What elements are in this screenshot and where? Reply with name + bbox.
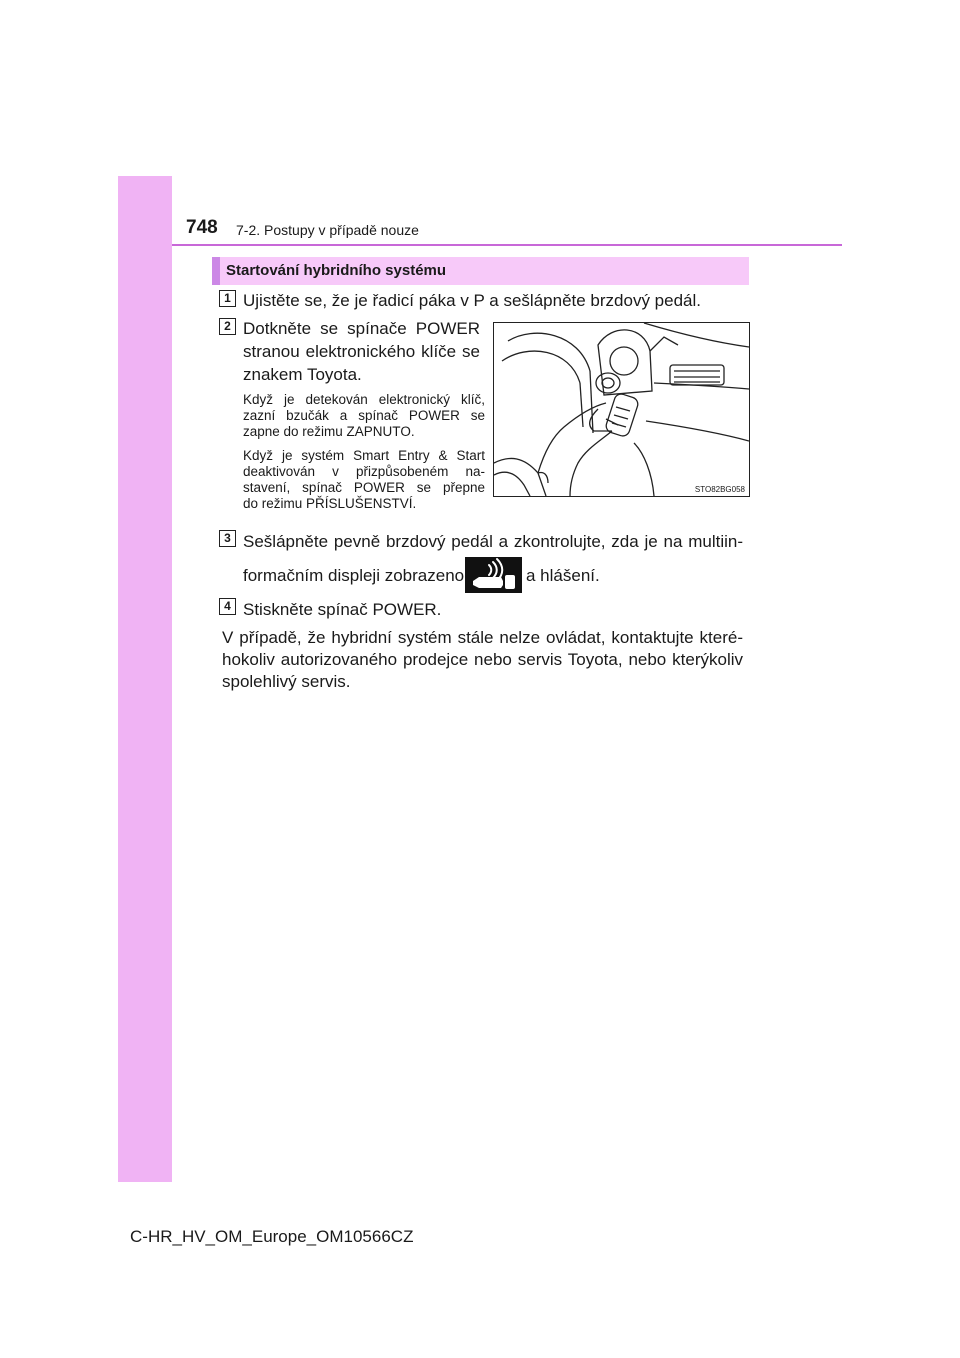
section-title: 7-2. Postupy v případě nouze [236, 222, 419, 238]
step-3-line-2-end: a hlášení. [526, 566, 600, 585]
key-touch-illustration [493, 322, 750, 497]
step-2-note-1-line-2: zazní bzučák a spínač POWER se [243, 408, 485, 423]
paragraph-line-3: spolehlivý servis. [222, 672, 351, 691]
step-2-note-2-line-3: stavení, spínač POWER se přepne [243, 480, 485, 495]
step-2-note-2-line-2: deaktivován v přizpůsobeném na- [243, 464, 485, 479]
step-2-line-3: znakem Toyota. [243, 365, 362, 384]
box-header [212, 257, 749, 285]
step-number-4: 4 [219, 598, 236, 615]
step-2-note-2-line-1: Když je systém Smart Entry & Start [243, 448, 485, 463]
illustration-code: STO82BG058 [694, 485, 745, 494]
hand-holding-key-to-power-switch-icon [494, 323, 749, 496]
step-number-3: 3 [219, 530, 236, 547]
electronic-key-icon [465, 557, 522, 593]
page-number: 748 [186, 217, 218, 238]
step-2-note-2-line-4: do režimu PŘÍSLUŠENSTVÍ. [243, 496, 417, 511]
paragraph-line-1: V případě, že hybridní systém stále nelze ovládat, kontaktujte které- [222, 628, 743, 647]
footer-doc-id: C-HR_HV_OM_Europe_OM10566CZ [130, 1227, 414, 1246]
header-divider [172, 244, 842, 246]
step-number-2: 2 [219, 318, 236, 335]
step-1-text: Ujistěte se, že je řadicí páka v P a sešlápněte brzdový pedál. [243, 291, 701, 310]
step-2-note-1-line-3: zapne do režimu ZAPNUTO. [243, 424, 415, 439]
step-3-line-2-start: formačním displeji zobrazeno [243, 566, 465, 585]
step-2-note-1-line-1: Když je detekován elektronický klíč, [243, 392, 485, 407]
step-number-1: 1 [219, 290, 236, 307]
step-3-line-1: Sešlápněte pevně brzdový pedál a zkontrolujte, zda je na multiin- [243, 532, 743, 551]
step-2-line-2: stranou elektronického klíče se [243, 342, 480, 361]
side-tab [118, 176, 172, 1182]
step-2-line-1: Dotkněte se spínače POWER [243, 319, 480, 338]
box-title: Startování hybridního systému [226, 262, 447, 279]
paragraph-line-2: hokoliv autorizovaného prodejce nebo servis Toyota, nebo kterýkoliv [222, 650, 743, 669]
step-4-text: Stiskněte spínač POWER. [243, 600, 442, 619]
